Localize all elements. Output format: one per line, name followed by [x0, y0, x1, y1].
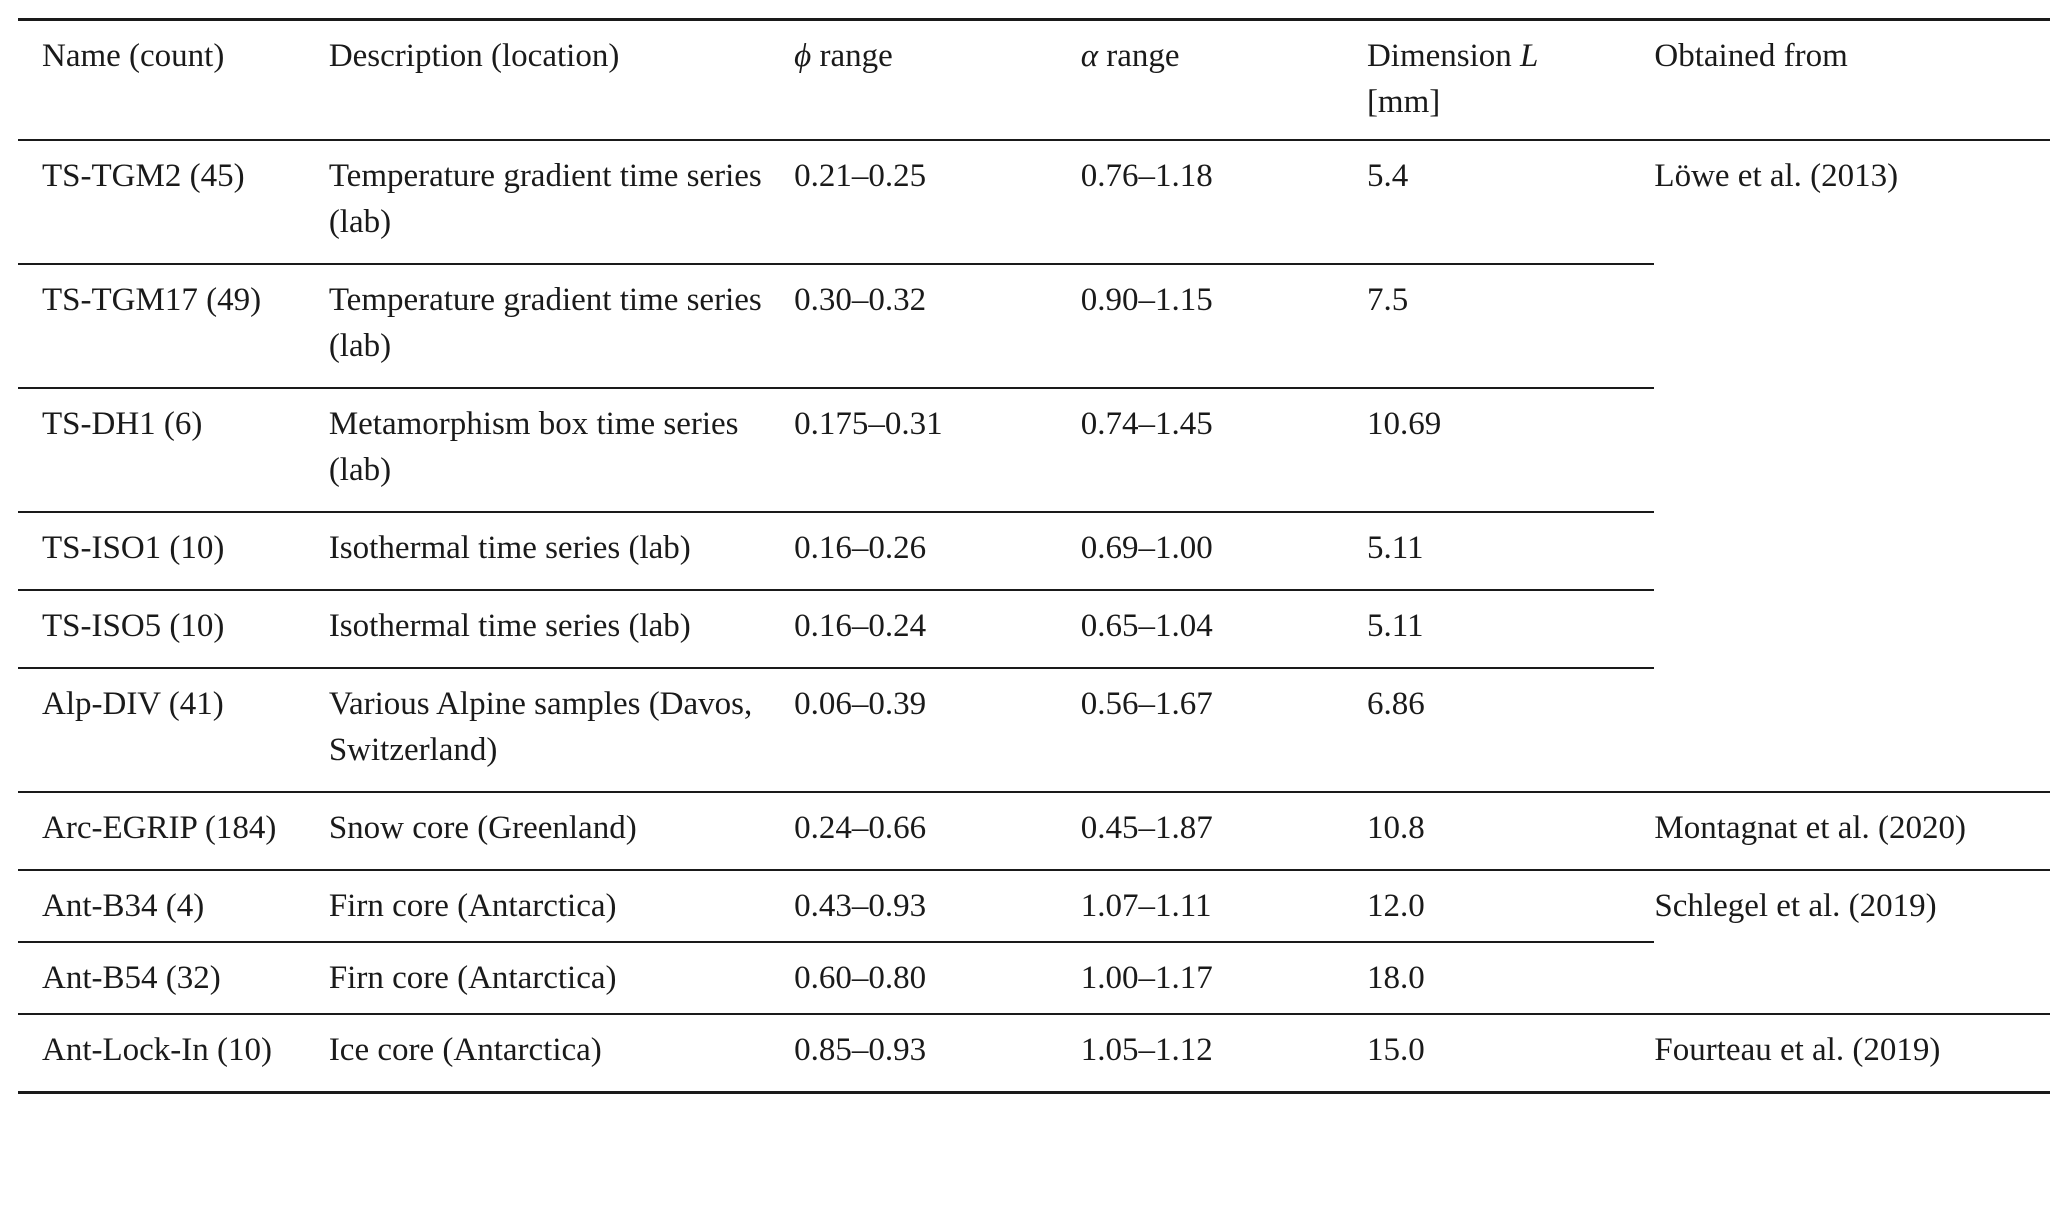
cell-name: TS-ISO5 (10)	[18, 590, 329, 668]
cell-description: Firn core (Antarctica)	[329, 942, 794, 1014]
cell-dimension: 15.0	[1367, 1014, 1654, 1093]
cell-phi: 0.30–0.32	[794, 264, 1081, 388]
header-alpha-range	[1081, 20, 1367, 141]
cell-name: TS-TGM2 (45)	[18, 140, 329, 264]
cell-alpha: 0.76–1.18	[1081, 140, 1367, 264]
cell-dimension: 7.5	[1367, 264, 1654, 388]
header-dimension	[1367, 20, 1654, 141]
cell-dimension: 10.8	[1367, 792, 1654, 870]
data-table-container	[18, 18, 2050, 1094]
cell-alpha: 0.90–1.15	[1081, 264, 1367, 388]
table-row	[18, 1014, 2050, 1093]
snow-samples-table	[18, 18, 2050, 1094]
cell-source: Löwe et al. (2013)	[1654, 140, 2050, 792]
cell-dimension: 5.11	[1367, 512, 1654, 590]
cell-phi: 0.85–0.93	[794, 1014, 1081, 1093]
cell-source: Montagnat et al. (2020)	[1654, 792, 2050, 870]
cell-description: Firn core (Antarctica)	[329, 870, 794, 942]
cell-description: Temperature gradient time series (lab)	[329, 140, 794, 264]
cell-alpha: 1.07–1.11	[1081, 870, 1367, 942]
cell-alpha: 1.00–1.17	[1081, 942, 1367, 1014]
cell-alpha: 0.69–1.00	[1081, 512, 1367, 590]
cell-name: Ant-Lock-In (10)	[18, 1014, 329, 1093]
header-source: Obtained from	[1654, 38, 1848, 74]
cell-dimension: 5.4	[1367, 140, 1654, 264]
cell-description: Temperature gradient time series (lab)	[329, 264, 794, 388]
cell-description: Isothermal time series (lab)	[329, 512, 794, 590]
cell-alpha: 1.05–1.12	[1081, 1014, 1367, 1093]
cell-name: Arc-EGRIP (184)	[18, 792, 329, 870]
cell-dimension: 10.69	[1367, 388, 1654, 512]
cell-source: Schlegel et al. (2019)	[1654, 870, 2050, 1014]
table-row	[18, 792, 2050, 870]
cell-description: Isothermal time series (lab)	[329, 590, 794, 668]
cell-description: Snow core (Greenland)	[329, 792, 794, 870]
cell-name: Alp-DIV (41)	[18, 668, 329, 792]
alpha-label: range	[1098, 38, 1180, 74]
cell-phi: 0.16–0.24	[794, 590, 1081, 668]
cell-name: Ant-B54 (32)	[18, 942, 329, 1014]
cell-alpha: 0.56–1.67	[1081, 668, 1367, 792]
cell-alpha: 0.74–1.45	[1081, 388, 1367, 512]
dimension-symbol: L	[1520, 38, 1539, 74]
table-row	[18, 140, 2050, 264]
cell-dimension: 6.86	[1367, 668, 1654, 792]
cell-dimension: 12.0	[1367, 870, 1654, 942]
alpha-symbol: α	[1080, 38, 1099, 74]
header-description: Description (location)	[328, 38, 620, 74]
table-row	[18, 870, 2050, 942]
cell-phi: 0.60–0.80	[794, 942, 1081, 1014]
dimension-label: Dimension	[1366, 38, 1521, 74]
cell-alpha: 0.65–1.04	[1081, 590, 1367, 668]
cell-phi: 0.16–0.26	[794, 512, 1081, 590]
cell-phi: 0.24–0.66	[794, 792, 1081, 870]
cell-name: Ant-B34 (4)	[18, 870, 329, 942]
header-phi-range	[794, 20, 1081, 141]
cell-dimension: 18.0	[1367, 942, 1654, 1014]
header-row	[18, 20, 2050, 141]
cell-phi: 0.175–0.31	[794, 388, 1081, 512]
cell-name: TS-TGM17 (49)	[18, 264, 329, 388]
cell-description: Ice core (Antarctica)	[329, 1014, 794, 1093]
dimension-unit: [mm]	[1366, 84, 1441, 120]
cell-phi: 0.06–0.39	[794, 668, 1081, 792]
table-body	[18, 140, 2050, 1093]
cell-alpha: 0.45–1.87	[1081, 792, 1367, 870]
table-header	[18, 20, 2050, 141]
cell-phi: 0.21–0.25	[794, 140, 1081, 264]
cell-name: TS-DH1 (6)	[18, 388, 329, 512]
cell-source: Fourteau et al. (2019)	[1654, 1014, 2050, 1093]
cell-description: Metamorphism box time series (lab)	[329, 388, 794, 512]
header-name: Name (count)	[42, 38, 225, 74]
cell-description: Various Alpine samples (Davos, Switzerland)	[329, 668, 794, 792]
phi-symbol: ϕ	[794, 38, 812, 74]
cell-phi: 0.43–0.93	[794, 870, 1081, 942]
cell-dimension: 5.11	[1367, 590, 1654, 668]
cell-name: TS-ISO1 (10)	[18, 512, 329, 590]
phi-label: range	[811, 38, 893, 74]
